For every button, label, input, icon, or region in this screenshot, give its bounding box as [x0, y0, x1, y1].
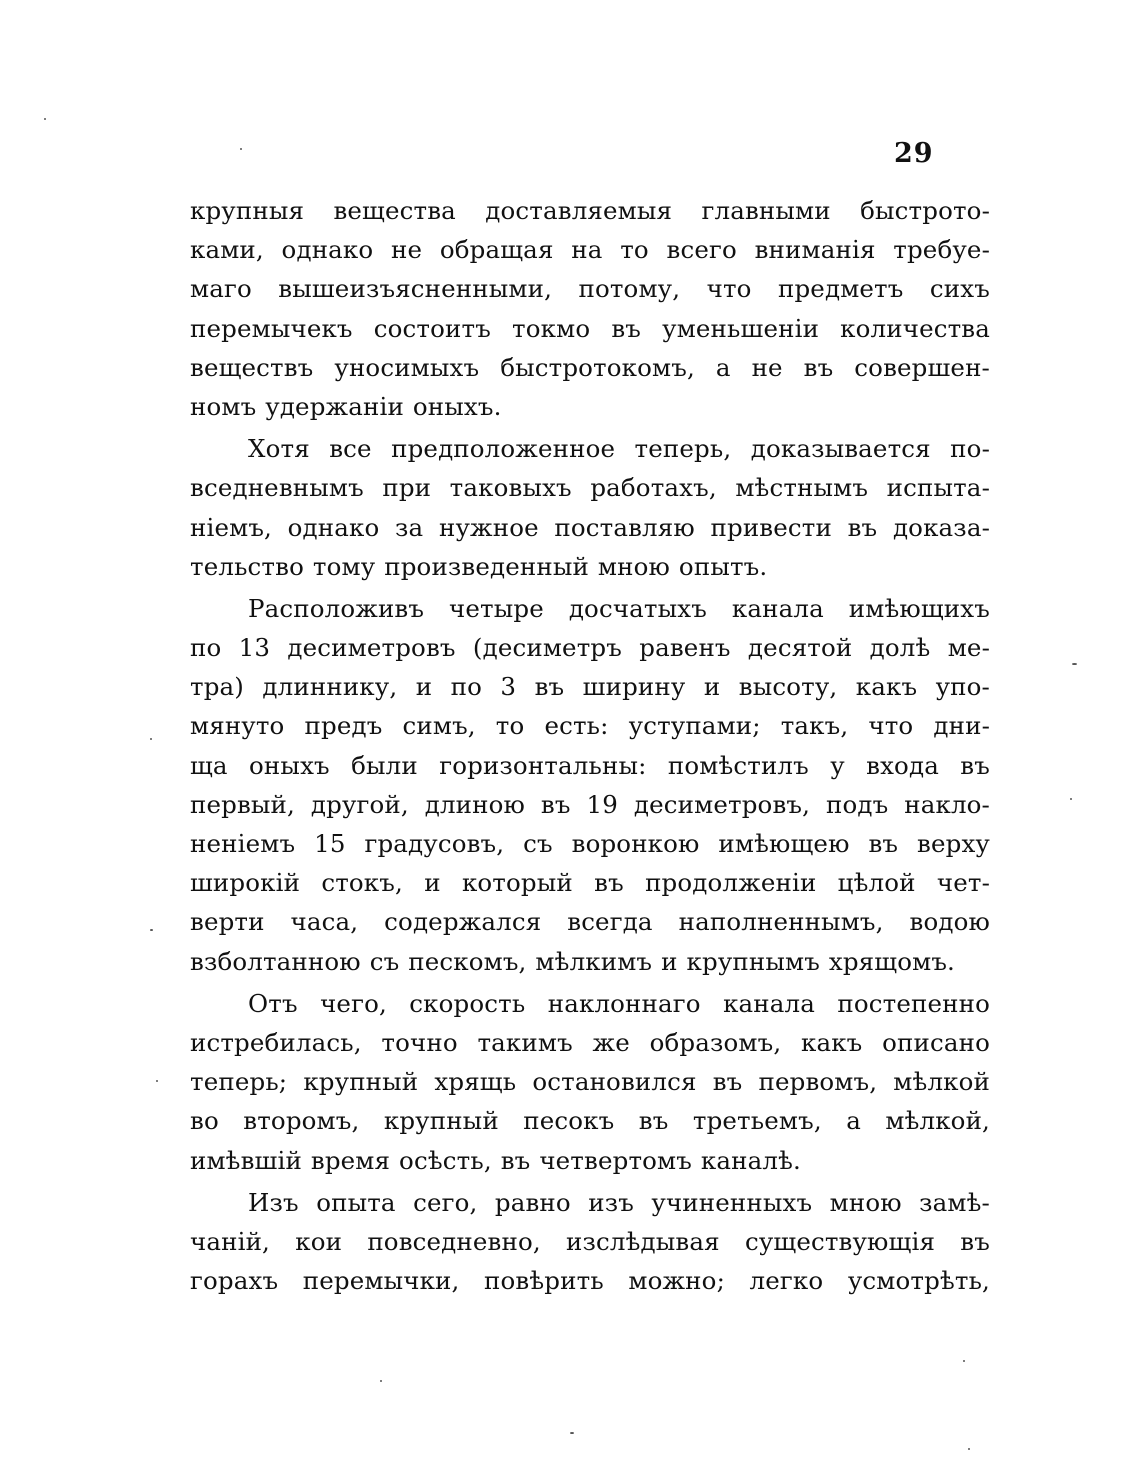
text-line: широкій стокъ, и который въ продолженіи цѣлой чет- [190, 868, 990, 898]
scan-speck [963, 1360, 965, 1362]
text-line: Отъ чего, скорость наклоннаго канала постепенно [248, 988, 990, 1018]
text-line: взболтанною съ пескомъ, мѣлкимъ и крупнымъ хрящомъ. [190, 946, 955, 976]
text-line: Изъ опыта сего, равно изъ учиненныхъ мною замѣ- [248, 1187, 990, 1217]
scan-speck [1070, 798, 1072, 800]
text-line: первый, другой, длиною въ 19 десиметровъ, подъ накло- [190, 789, 990, 819]
scan-speck [240, 148, 242, 150]
text-line: тра) длиннику, и по 3 въ ширину и высоту, какъ упо- [190, 672, 990, 702]
text-line: горахъ перемычки, повѣрить можно; легко усмотрѣть, [190, 1266, 990, 1296]
text-line: перемычекъ состоитъ токмо въ уменьшеніи количества [190, 313, 990, 343]
text-line: веществъ уносимыхъ быстротокомъ, а не въ совершен- [190, 352, 990, 382]
scan-speck [156, 1080, 158, 1082]
text-line: по 13 десиметровъ (десиметръ равенъ десятой долѣ ме- [190, 633, 990, 663]
text-line: Расположивъ четыре досчатыхъ канала имѣющихъ [248, 593, 990, 623]
paragraph-5 [190, 1183, 990, 1301]
text-line: имѣвшій время осѣсть, въ четвертомъ каналѣ. [190, 1145, 801, 1175]
text-line: теперь; крупный хрящь остановился въ первомъ, мѣлкой [190, 1067, 990, 1097]
text-line: Хотя все предположенное теперь, доказывается по- [248, 434, 990, 464]
text-line: ніемъ, однако за нужное поставляю привести въ доказа- [190, 512, 990, 542]
scan-speck [44, 118, 46, 120]
paragraph-3 [190, 589, 990, 981]
text-line: истребилась, точно такимъ же образомъ, какъ описано [190, 1027, 990, 1057]
text-line: крупныя вещества доставляемыя главными быстрото- [190, 196, 990, 225]
scan-speck [380, 1380, 382, 1382]
text-line: номъ удержаніи оныхъ. [190, 391, 502, 421]
paragraph-4 [190, 984, 990, 1180]
scan-speck [1072, 663, 1077, 665]
text-line: неніемъ 15 градусовъ, съ воронкою имѣющею въ верху [190, 829, 990, 858]
text-line: ща оныхъ были горизонтальны: помѣстилъ у входа въ [190, 750, 990, 780]
paragraph-2 [190, 429, 990, 586]
scan-speck [968, 1448, 970, 1450]
text-line: ками, однако не обращая на то всего вниманія требуе- [190, 235, 990, 265]
scan-speck [150, 738, 152, 740]
text-line: мянуто предъ симъ, то есть: уступами; такъ, что дни- [190, 711, 990, 741]
text-line: вседневнымъ при таковыхъ работахъ, мѣстнымъ испыта- [190, 473, 990, 503]
text-line: тельство тому произведенный мною опытъ. [190, 551, 768, 581]
page-number: 29 [894, 138, 934, 169]
paragraph-1 [190, 191, 990, 426]
text-line: во второмъ, крупный песокъ въ третьемъ, а мѣлкой, [190, 1106, 990, 1136]
text-line: маго вышеизъясненными, потому, что предметъ сихъ [190, 274, 990, 304]
scan-speck [570, 1432, 574, 1434]
scan-speck [150, 929, 153, 931]
text-line: верти часа, содержался всегда наполненнымъ, водою [190, 907, 990, 937]
body-text [190, 191, 990, 1303]
text-line: чаній, кои повседневно, изслѣдывая существующія въ [190, 1226, 990, 1256]
